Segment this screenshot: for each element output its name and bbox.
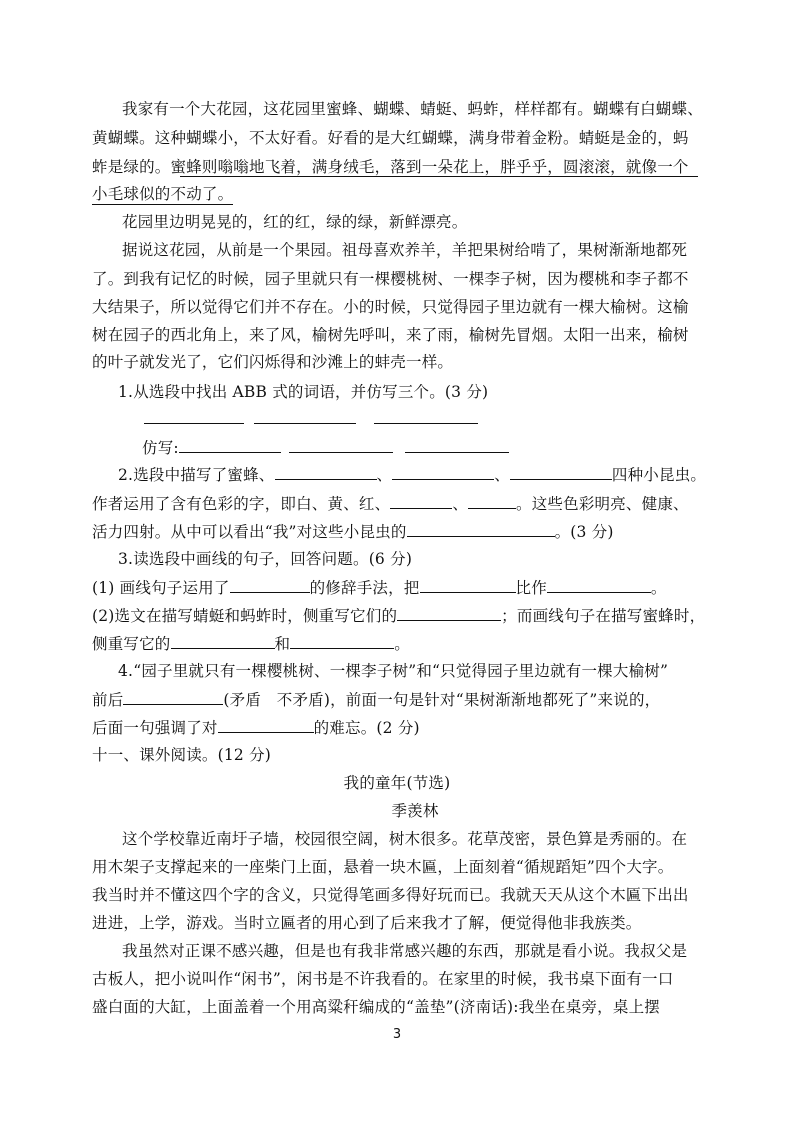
question-1: 1.从选段中找出 ABB 式的词语，并仿写三个。(3 分) <box>118 383 489 401</box>
answer-blank[interactable] <box>407 521 555 537</box>
answer-blank[interactable] <box>123 689 223 705</box>
answer-blank[interactable] <box>179 437 281 453</box>
article-author: 季羡林 <box>391 802 439 820</box>
article-line: 我虽然对正课不感兴趣，但是也有我非常感兴趣的东西，那就是看小说。我叔父是 <box>122 942 688 960</box>
question-2-cont: 作者运用了含有色彩的字，即白、黄、红、 、 。这些色彩明亮、健康、 <box>92 495 689 513</box>
article-line: 我当时并不懂这四个字的含义，只觉得笔画多得好玩而已。我就天天从这个木匾下出出 <box>92 886 689 904</box>
article-title: 我的童年(节选) <box>343 774 451 792</box>
page-number: 3 <box>392 1027 402 1042</box>
passage-line: 了。到我有记忆的时候，园子里就只有一棵樱桃树、一棵李子树，因为樱桃和李子都不 <box>92 270 689 288</box>
article-line: 盛白面的大缸，上面盖着一个用高粱秆编成的“盖垫”(济南话):我坐在桌旁，桌上摆 <box>92 998 660 1016</box>
article-line: 这个学校靠近南圩子墙，校园很空阔，树木很多。花草茂密，景色算是秀丽的。在 <box>122 830 688 848</box>
answer-blank[interactable] <box>289 437 393 453</box>
answer-blank[interactable] <box>390 493 452 509</box>
section-heading: 十一、课外阅读。(12 分) <box>92 746 272 764</box>
answer-blank[interactable] <box>405 437 509 453</box>
passage-line: 大结果子，所以觉得它们并不存在。小的时候，只觉得园子里边就有一棵大榆树。这榆 <box>92 298 689 316</box>
answer-blank[interactable] <box>218 717 314 733</box>
question-4-cont: 后面一句强调了对 的难忘。(2 分) <box>92 719 420 737</box>
underlined-sentence: 小毛球似的不动了。 <box>92 185 234 203</box>
answer-blank[interactable] <box>468 493 516 509</box>
answer-blank[interactable] <box>275 464 377 480</box>
answer-blank[interactable] <box>397 605 501 621</box>
answer-blank[interactable] <box>290 633 394 649</box>
article-line: 用木架子支撑起来的一座柴门上面，悬着一块木匾，上面刻着“循规蹈矩”四个大字。 <box>92 858 674 876</box>
answer-blank[interactable] <box>144 408 244 424</box>
answer-blanks-row <box>92 408 712 429</box>
underlined-sentence: 蚱是绿的。蜜蜂则嗡嗡地飞着，满身绒毛，落到一朵花上，胖乎乎，圆滚滚，就像一个 <box>92 158 689 176</box>
answer-blank[interactable] <box>420 577 516 593</box>
question-3-2: (2)选文在描写蜻蜓和蚂蚱时，侧重写它们的 ；而画线句子在描写蜜蜂时， <box>92 607 706 625</box>
answer-blank[interactable] <box>392 464 494 480</box>
question-3-2-cont: 侧重写它的 和 。 <box>92 635 410 653</box>
passage-line: 黄蝴蝶。这种蝴蝶小，不太好看。好看的是大红蝴蝶，满身带着金粉。蜻蜓是金的，蚂 <box>92 129 689 147</box>
article-line: 古板人，把小说叫作“闲书”，闲书是不许我看的。在家里的时候，我书桌下面有一口 <box>92 970 674 988</box>
question-2-cont: 活力四射。从中可以看出“我”对这些小昆虫的 。(3 分) <box>92 523 614 541</box>
passage-line: 我家有一个大花园，这花园里蜜蜂、蝴蝶、蜻蜓、蚂蚱，样样都有。蝴蝶有白蝴蝶、 <box>122 100 703 118</box>
answer-blank[interactable] <box>374 408 478 424</box>
question-3-1: (1) 画线句子运用了 的修辞手法，把 比作 。 <box>92 579 667 597</box>
passage-line: 树在园子的西北角上，来了风，榆树先呼叫，来了雨，榆树先冒烟。太阳一出来，榆树 <box>92 326 689 344</box>
question-4: 4.“园子里就只有一棵樱桃树、一棵李子树”和“只觉得园子里边就有一棵大榆树” <box>118 662 669 680</box>
answer-blank[interactable] <box>230 577 310 593</box>
answer-blank[interactable] <box>510 464 612 480</box>
passage-line: 据说这花园，从前是一个果园。祖母喜欢养羊，羊把果树给啃了，果树渐渐地都死 <box>122 241 688 259</box>
passage-line: 花园里边明晃晃的，红的红，绿的绿，新鲜漂亮。 <box>122 213 468 231</box>
imitate-row: 仿写: <box>92 437 712 458</box>
sentence-underline <box>180 176 698 177</box>
answer-blank[interactable] <box>171 633 275 649</box>
question-3: 3.读选段中画线的句子，回答问题。(6 分) <box>118 550 413 568</box>
passage-line: 的叶子就发光了，它们闪烁得和沙滩上的蚌壳一样。 <box>92 353 454 371</box>
article-line: 进进，上学，游戏。当时立匾者的用心到了后来我才了解，便觉得他非我族类。 <box>92 914 642 932</box>
answer-blank[interactable] <box>254 408 356 424</box>
question-4-cont: 前后 (矛盾 不矛盾)，前面一句是针对“果树渐渐地都死了”来说的， <box>92 691 661 709</box>
question-2: 2.选段中描写了蜜蜂、 、 、 四种小昆虫。 <box>118 466 707 484</box>
answer-blank[interactable] <box>547 577 651 593</box>
